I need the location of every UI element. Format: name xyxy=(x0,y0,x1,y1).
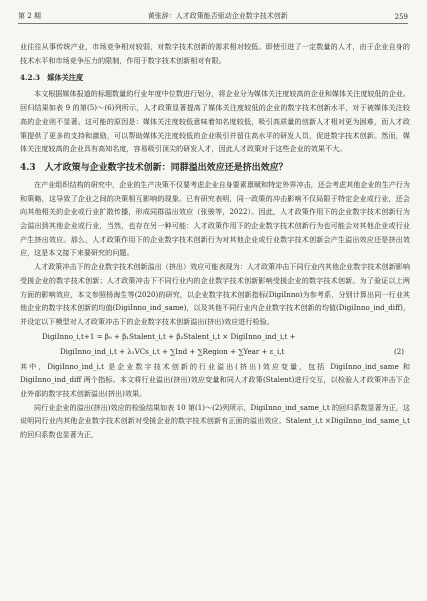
body-text xyxy=(20,40,410,442)
equation-line-2-body: DigiInno_ind_i,t + λ₁VCs_i,t + ∑Ind + ∑Region + ∑Year + ε_i,t xyxy=(60,346,285,356)
paragraph-results: 同行业企业的溢出(挤出)效应的检验结果如表 10 第(1)～(2)列所示，DigiInno_ind_same_i,t 的回归系数显著为正，这说明同行业内其他企业数字技术创新对受援企业的数字技术创新有正面的溢出效应。Stalent_i,t ×DigiInno_ind_same_i,t 的回归系数也显著为正， xyxy=(20,402,410,440)
equation-line-1: DigiInno_i,t+1 = β₀ + β₁Stalent_i,t + β₂Stalent_i,t × DigiInno_ind_i,t + xyxy=(42,331,296,341)
section-heading-4-3: 4.3 人才政策与企业数字技术创新：同群溢出效应还是挤出效应？ xyxy=(20,162,288,173)
running-header xyxy=(18,5,408,24)
paragraph-media-attention: 本文根据媒体报道的标题数量的行业年度中位数进行划分，将企业分为媒体关注度较高的企业和媒体关注度较低的企业。回归结果如表 9 的第(5)～(6)列所示，人才政策显著提高了媒体关注度较低的企业的数字技术创新水平，对于被媒体关注较高的企业则不显著。这可能的原因是：媒体关注度较低意味着知名度较低，吸引高质量的创新人才相对更为困难，而人才政策提供了更多的支持和激励，可以帮助媒体关注度较低的企业吸引并留住高水平的研发人员，促进数字技术创新。然而，媒体关注度较高的企业具有高知名度，容易吸引顶尖的研发人才，因此人才政策对于这些企业的效果不大。 xyxy=(20,89,410,154)
issue-number: 第 2 期 xyxy=(18,12,41,20)
paragraph-continued: 业往往从事传统产业，市场竞争相对较弱，对数字技术创新的需求相对较低。即使引进了一定数量的人才，由于企业自身的技术水平和市场竞争压力的限制，作用于数字技术创新相对有限。 xyxy=(20,42,410,65)
equation-line-2 xyxy=(20,345,410,359)
running-title: 黄张辞：人才政策能否驱动企业数字技术创新 xyxy=(147,12,288,20)
paragraph-peer-effect-intro: 在产业组织结构的研究中，企业的生产决策不仅要考虑企业自身要素禀赋和特定外界冲击，还会考虑其他企业的生产行为和策略，这导致了企业之间的决策相互影响的现象。已有研究表明，同一政策的冲击影响不仅局限于特定企业或行业，还会向其他相关的企业或行业扩散传播，形成同群溢出效应（张骏等，2022）。因此，人才政策作用下的企业数字技术创新行为会溢出到其他企业或行业，当然，也存在另一种可能：人才政策作用下的企业数字技术创新行为也可能会对其他企业或行业产生挤出效应。那么，人才政策作用下的企业数字技术创新行为对其他企业或行业数字技术创新会产生溢出效应还是挤出效应，这是本文接下来要研究的问题。 xyxy=(20,179,410,258)
paragraph-spillover-model: 人才政策冲击下的企业数字技术创新溢出（挤出）效应可能表现为：人才政策冲击下同行业内其他企业数字技术创新影响受援企业的数字技术创新；人才政策冲击下不同行业内的企业数字技术创新影响受援企业的数字技术创新。为了验证以上两方面的影响效应，本文参照杨海生等(2020)的研究，以企业数字技术创新指标(DigiInno)为参考系，分别计算出同一行业其他企业的数字技术创新的均值(DigiInno_ind_same)，以及其他不同行业内企业数字技术创新的均值(DigiInno_ind_diff)，并设定以下模型对人才政策冲击下的企业数字技术创新溢出(挤出)效应进行检验。 xyxy=(20,262,410,326)
paragraph-variable-definition: 其中，DigiInno_ind_i,t 是企业数字技术创新的行业溢出(挤出)效应变量，包括 DigiInno_ind_same 和 DigiInno_ind_diff 两个指标。本文将行业溢出(挤出)效应变量和同人才政策(Stalent)进行交互，以检验人才政策冲击下企业外部的数字技术创新溢出(挤出)效果。 xyxy=(20,361,410,399)
equation-number: (2) xyxy=(393,346,404,356)
subsection-heading-media-attention: 4.2.3 媒体关注度 xyxy=(20,73,84,83)
page-number: 259 xyxy=(394,13,408,21)
